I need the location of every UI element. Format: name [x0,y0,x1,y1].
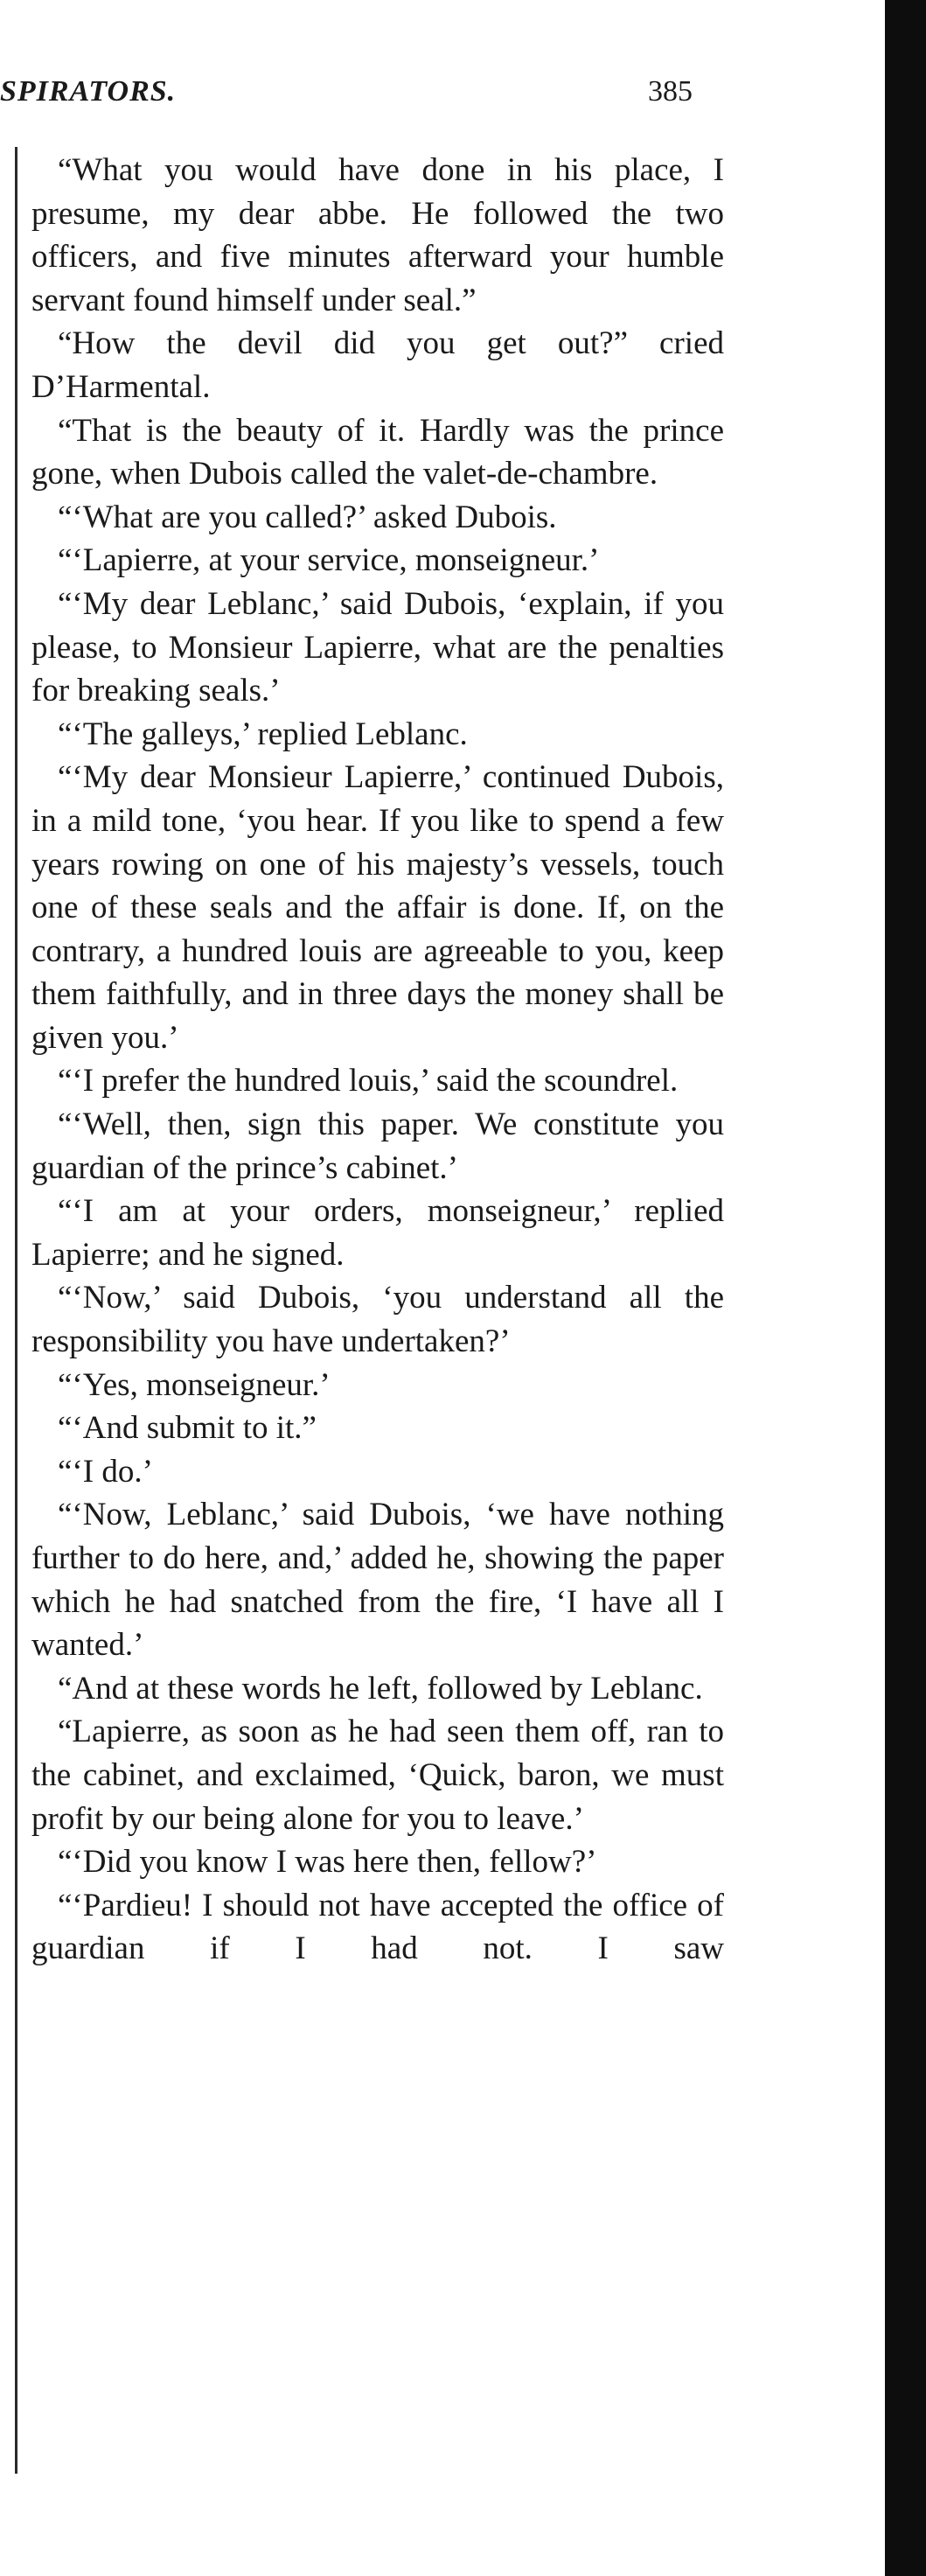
paragraph: “‘Now,’ said Dubois, ‘you understand all the responsibility you have undertaken?’ [31,1280,724,1360]
paragraph: “‘My dear Leblanc,’ said Dubois, ‘explain, if you please, to Monsieur Lapierre, what are the penalties for breaking seals.’ [31,585,724,709]
paragraph: “‘Pardieu! I should not have accepted the office of guardian if I had not. I saw [31,1887,724,1967]
paragraph: “‘And submit to it.” [58,1410,317,1447]
paragraph: “‘Lapierre, at your service, monseigneur.’ [58,542,600,579]
paragraph: “That is the beauty of it. Hardly was the prince gone, when Dubois called the valet-de-chambre. [31,412,724,492]
paragraph: “‘I prefer the hundred louis,’ said the scoundrel. [58,1063,679,1100]
paragraph: “‘My dear Monsieur Lapierre,’ continued Dubois, in a mild tone, ‘you hear. If you like to spend a few years rowing on one of his majesty’s vessels, touch one of these seals and the affair is done. If, on the contrary, a hundred louis are agreeable to you, keep them faithfully, and in three days the money shall be given you.’ [31,759,724,1056]
paragraph: “‘Yes, monseigneur.’ [58,1366,331,1403]
paragraph: “Lapierre, as soon as he had seen them off, ran to the cabinet, and exclaimed, ‘Quick, baron, we must profit by our being alone for you to leave.’ [31,1714,724,1837]
page-number: 385 [648,75,693,108]
body-text [31,149,724,1971]
paragraph: “What you would have done in his place, I presume, my dear abbe. He followed the two officers, and five minutes afterward your humble servant found himself under seal.” [31,152,724,318]
paragraph: “‘What are you called?’ asked Dubois. [58,499,557,535]
paragraph: “How the devil did you get out?” cried D’Harmental. [31,325,724,405]
paragraph: “‘I do.’ [58,1453,153,1490]
paragraph: “And at these words he left, followed by Leblanc. [58,1670,703,1707]
binding-edge [885,0,926,2576]
paragraph: “‘Did you know I was here then, fellow?’ [58,1844,597,1881]
margin-rule [15,147,17,2474]
paragraph: “‘The galleys,’ replied Leblanc. [58,716,468,752]
paragraph: “‘I am at your orders, monseigneur,’ replied Lapierre; and he signed. [31,1193,724,1273]
running-head: SPIRATORS. [0,75,177,108]
paragraph: “‘Now, Leblanc,’ said Dubois, ‘we have nothing further to do here, and,’ added he, showing the paper which he had snatched from the fire, ‘I have all I wanted.’ [31,1497,724,1664]
paragraph: “‘Well, then, sign this paper. We constitute you guardian of the prince’s cabinet.’ [31,1106,724,1186]
